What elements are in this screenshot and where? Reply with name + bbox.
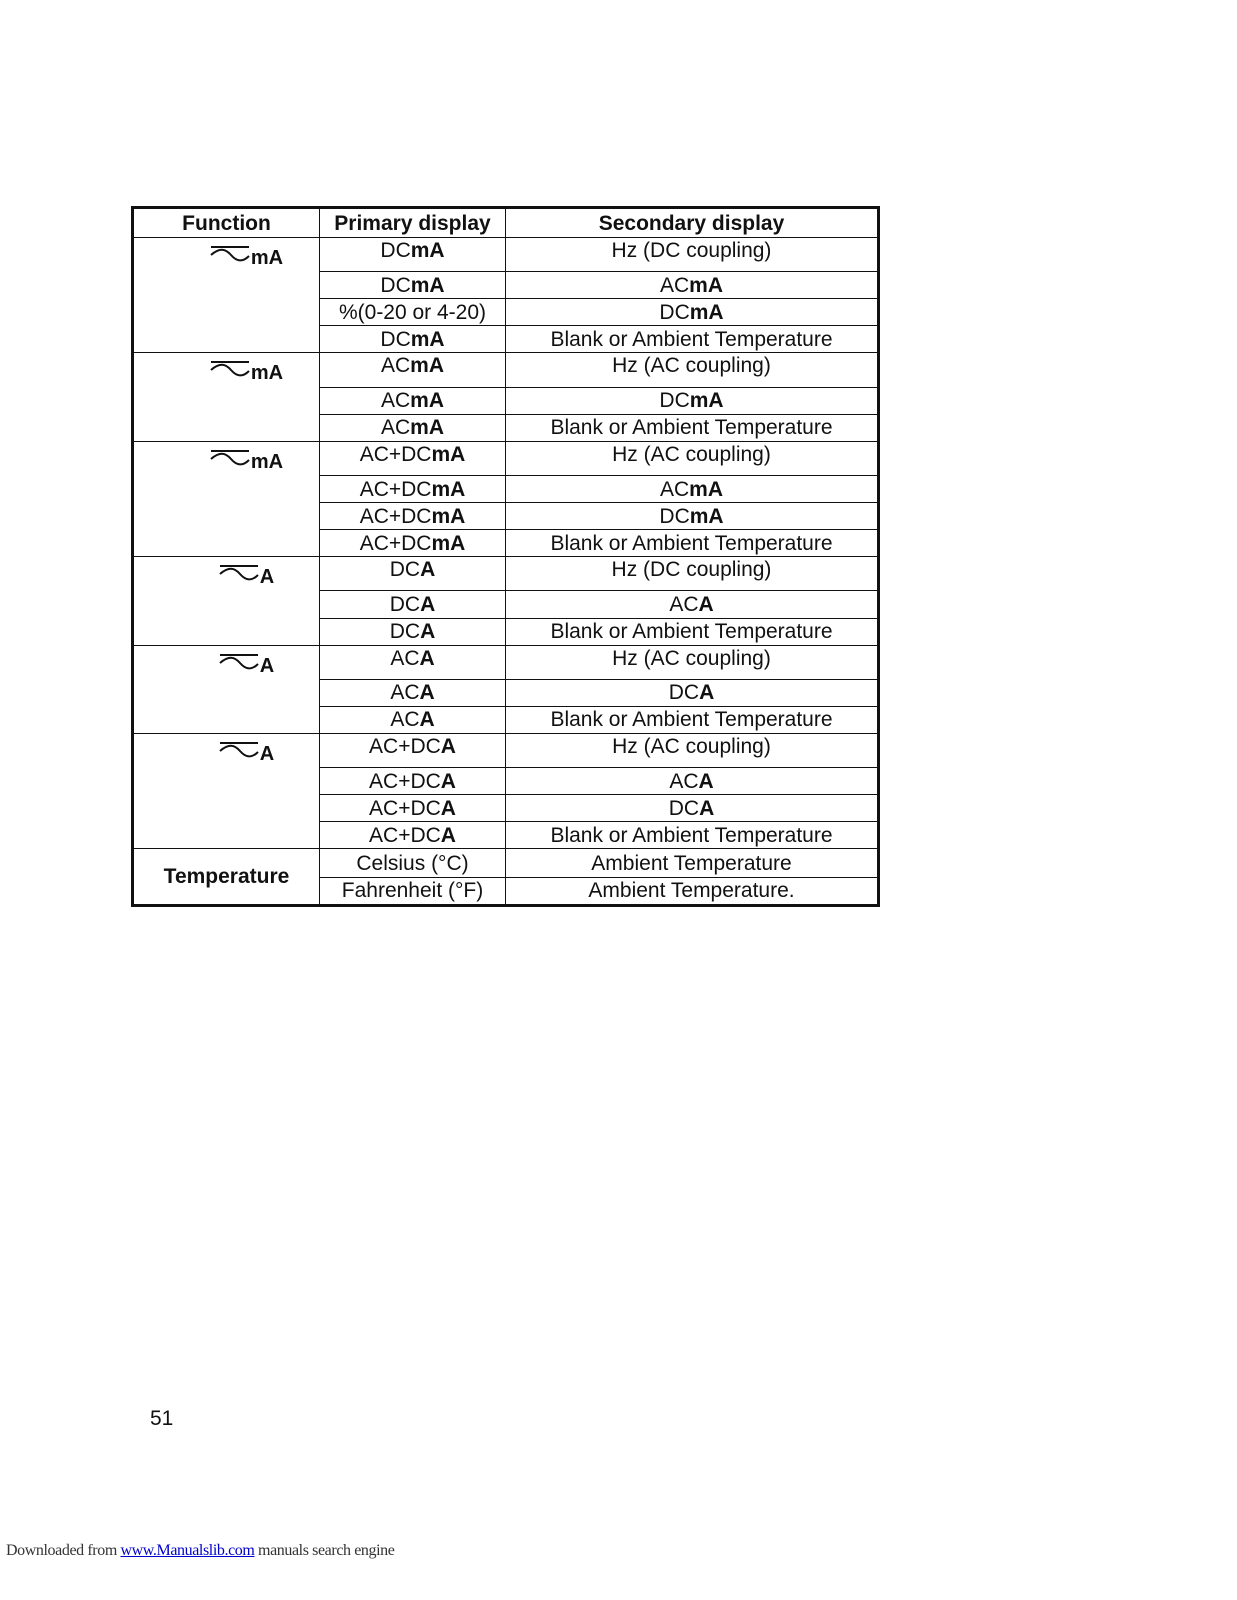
footer-suffix: manuals search engine [254,1542,395,1559]
ac-dc-icon [210,448,250,472]
primary-unit: mA [431,442,466,466]
secondary-display-cell [506,557,879,591]
primary-unit: A [419,681,435,705]
temperature-function-label: Temperature [133,849,320,906]
table-body [133,238,879,906]
secondary-display-cell [506,530,879,557]
function-unit: A [259,566,275,589]
primary-display-cell [320,768,506,795]
header-primary-display: Primary display [320,208,506,238]
ac-dc-icon [219,563,259,587]
primary-unit: A [419,708,435,732]
primary-value: DC [380,239,411,262]
primary-unit: mA [410,239,445,262]
primary-display-cell [320,272,506,299]
secondary-display-cell [506,272,879,299]
primary-value: DC [389,558,421,582]
primary-display-cell [320,475,506,502]
secondary-display-cell [506,503,879,530]
primary-display-cell [320,795,506,822]
secondary-value: Hz (AC coupling) [612,442,771,466]
secondary-unit: mA [689,389,724,413]
secondary-display-cell [506,475,879,502]
function-unit: A [259,654,275,677]
secondary-display-cell [506,645,879,679]
secondary-value: DC [659,389,690,413]
table-row [133,441,879,475]
secondary-value: Hz (DC coupling) [611,558,772,582]
primary-unit: mA [410,389,445,413]
primary-display-cell [320,441,506,475]
secondary-value: DC [668,681,700,705]
primary-unit: A [440,769,456,793]
primary-display-cell [320,414,506,441]
primary-display-cell [320,557,506,591]
primary-unit: mA [431,531,466,555]
primary-display-cell [320,299,506,326]
function-cell [133,353,320,441]
primary-value: AC+DC [369,796,441,820]
primary-value: AC [380,389,411,413]
temperature-primary-cell: Celsius (°C) [320,849,506,877]
primary-display-cell [320,734,506,768]
secondary-display-cell [506,441,879,475]
primary-unit: A [420,592,436,616]
secondary-value: Blank or Ambient Temperature [550,531,833,555]
primary-value: AC+DC [359,504,432,528]
primary-unit: A [419,646,435,670]
table-row [133,849,879,877]
secondary-display-cell [506,734,879,768]
secondary-display-cell [506,618,879,645]
header-function: Function [133,208,320,238]
secondary-unit: A [698,769,714,793]
ac-dc-icon [219,652,259,676]
primary-value: DC [380,273,411,297]
function-cell [133,645,320,733]
primary-display-cell [320,503,506,530]
secondary-value: AC [659,477,690,501]
secondary-unit: mA [689,273,724,297]
primary-value: AC+DC [359,531,432,555]
footer [6,1542,394,1560]
primary-display-cell [320,822,506,849]
secondary-unit: A [699,681,715,705]
primary-display-cell [320,645,506,679]
primary-display-cell [320,387,506,414]
primary-value: AC [380,354,411,378]
table-row [133,645,879,679]
primary-value: AC+DC [359,477,432,501]
primary-display-cell [320,679,506,706]
table-row [133,353,879,387]
primary-unit: mA [410,354,445,378]
secondary-value: AC [659,273,690,297]
table-header-row [133,208,879,238]
secondary-display-cell [506,768,879,795]
primary-unit: mA [431,504,466,528]
primary-display-cell [320,530,506,557]
secondary-value: Blank or Ambient Temperature [550,823,833,847]
secondary-value: DC [668,796,700,820]
secondary-display-cell [506,822,879,849]
primary-value: AC [380,416,411,440]
function-unit: mA [250,450,284,473]
secondary-value: Hz (AC coupling) [612,735,771,759]
primary-unit: A [440,823,456,847]
function-unit: A [259,743,275,766]
primary-value: AC+DC [359,442,432,466]
secondary-unit: mA [689,504,724,528]
secondary-display-cell [506,353,879,387]
primary-value: AC+DC [369,769,441,793]
temperature-secondary-cell: Ambient Temperature [506,849,879,877]
function-cell [133,557,320,645]
primary-value: DC [389,620,421,644]
table-row [133,557,879,591]
secondary-display-cell [506,238,879,272]
secondary-value: Blank or Ambient Temperature [550,416,833,440]
secondary-value: Hz (AC coupling) [612,646,771,670]
primary-unit: mA [431,477,466,501]
secondary-value: Hz (AC coupling) [612,354,771,378]
secondary-display-cell [506,414,879,441]
secondary-display-cell [506,591,879,618]
secondary-unit: A [698,592,714,616]
secondary-value: DC [659,504,690,528]
function-cell [133,734,320,849]
ac-dc-icon [219,740,259,764]
primary-display-cell [320,618,506,645]
manualslib-link[interactable]: www.Manualslib.com [120,1542,255,1559]
secondary-value: Blank or Ambient Temperature [550,620,833,644]
function-cell [133,238,320,353]
function-unit: mA [250,362,284,385]
primary-unit: A [440,796,456,820]
primary-value: DC [389,592,421,616]
table-row [133,734,879,768]
temperature-secondary-cell: Ambient Temperature. [506,877,879,905]
primary-unit: A [420,620,436,644]
secondary-unit: mA [689,477,724,501]
primary-value: AC+DC [369,823,441,847]
secondary-unit: mA [689,300,724,324]
primary-display-cell [320,238,506,272]
secondary-display-cell [506,795,879,822]
secondary-value: Blank or Ambient Temperature [550,327,833,351]
secondary-display-cell [506,387,879,414]
secondary-value: DC [659,300,690,324]
secondary-display-cell [506,326,879,353]
secondary-value: Hz (DC coupling) [611,239,772,262]
primary-display-cell [320,326,506,353]
secondary-value: Blank or Ambient Temperature [550,708,833,732]
table-row [133,238,879,272]
primary-unit: mA [410,327,445,351]
primary-value: DC [380,327,411,351]
function-unit: mA [250,247,284,269]
ac-dc-icon [210,244,250,268]
primary-display-cell [320,353,506,387]
secondary-display-cell [506,299,879,326]
primary-value: %(0-20 or 4-20) [338,300,487,324]
primary-value: AC [390,708,420,732]
primary-value: AC [390,646,420,670]
function-display-table [131,206,880,907]
primary-value: AC+DC [369,735,441,759]
primary-display-cell [320,706,506,733]
primary-unit: A [420,558,436,582]
primary-value: AC [390,681,420,705]
secondary-value: AC [669,592,699,616]
header-secondary-display: Secondary display [506,208,879,238]
primary-unit: mA [410,416,445,440]
temperature-primary-cell: Fahrenheit (°F) [320,877,506,905]
primary-display-cell [320,591,506,618]
function-cell [133,441,320,556]
secondary-display-cell [506,706,879,733]
page-number: 51 [150,1407,174,1430]
footer-prefix: Downloaded from [6,1542,121,1559]
primary-unit: A [440,735,456,759]
secondary-value: AC [669,769,699,793]
secondary-unit: A [699,796,715,820]
ac-dc-icon [210,359,250,383]
secondary-display-cell [506,679,879,706]
primary-unit: mA [410,273,445,297]
